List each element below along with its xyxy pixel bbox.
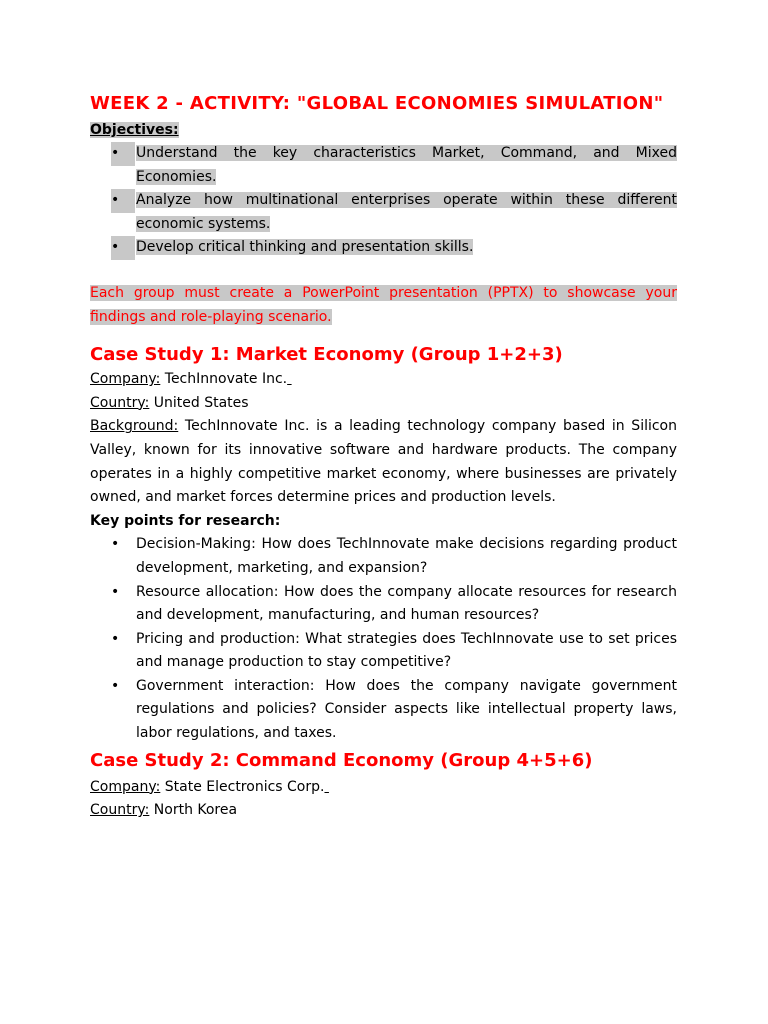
key-points-heading: Key points for research:	[90, 512, 281, 529]
bullet-icon: •	[111, 236, 135, 260]
case-study-1-title: Case Study 1: Market Economy (Group 1+2+3)	[90, 344, 563, 366]
company-label: Company:	[90, 778, 161, 795]
country-label: Country:	[90, 394, 150, 411]
objectives-heading-label: Objectives:	[90, 122, 179, 138]
bullet-icon: •	[111, 583, 120, 600]
bullet-icon: •	[111, 189, 135, 213]
trailing-underline	[287, 371, 291, 387]
objectives-list	[90, 142, 677, 260]
bullet-icon: •	[111, 536, 120, 553]
objective-text: Develop critical thinking and presentation skills.	[136, 239, 474, 256]
objectives-heading	[90, 118, 677, 142]
presentation-notice-text: Each group must create a PowerPoint presentation (PPTX) to showcase your findings and role-playing scenario.	[90, 284, 677, 325]
key-point-text: Resource allocation: How does the company allocate resources for research and development, manufacturing, and human resources?	[136, 583, 677, 624]
bullet-icon: •	[111, 142, 135, 166]
company-line	[90, 776, 677, 800]
presentation-notice	[90, 282, 677, 329]
company-value: TechInnovate Inc.	[164, 371, 288, 388]
list-item	[90, 142, 677, 189]
key-point-text: Decision-Making: How does TechInnovate make decisions regarding product development, marketing, and expansion?	[136, 536, 677, 576]
list-item	[90, 533, 677, 580]
bullet-icon: •	[111, 630, 120, 647]
country-value: North Korea	[153, 802, 238, 819]
background-label: Background:	[90, 418, 179, 435]
country-line	[90, 392, 677, 416]
case-study-2-title: Case Study 2: Command Economy (Group 4+5+6)	[90, 749, 593, 771]
company-value: State Electronics Corp.	[164, 778, 325, 795]
key-point-text: Pricing and production: What strategies does TechInnovate use to set prices and manage production to stay competitive?	[136, 630, 677, 671]
trailing-underline	[324, 779, 328, 795]
list-item	[90, 581, 677, 628]
country-line	[90, 799, 677, 823]
bullet-icon: •	[111, 677, 120, 694]
country-value: United States	[153, 394, 249, 411]
list-item	[90, 675, 677, 746]
objective-text: Understand the key characteristics Market, Command, and Mixed Economies.	[136, 145, 677, 185]
key-point-text: Government interaction: How does the company navigate government regulations and policies? Consider aspects like intellectual property laws, labor regulations, and taxes.	[136, 677, 677, 742]
list-item	[90, 628, 677, 675]
company-line	[90, 368, 677, 392]
background-paragraph	[90, 415, 677, 509]
company-label: Company:	[90, 371, 161, 388]
country-label: Country:	[90, 802, 150, 819]
document-page	[90, 89, 677, 823]
list-item	[90, 236, 677, 260]
background-text: TechInnovate Inc. is a leading technology company based in Silicon Valley, known for its innovative software and hardware products. The company operates in a highly competitive market economy, where businesses are privately owned, and market forces determine prices and production levels.	[90, 418, 678, 506]
objective-text: Analyze how multinational enterprises operate within these different economic systems.	[136, 192, 677, 232]
list-item	[90, 189, 677, 236]
document-title: WEEK 2 - ACTIVITY: "GLOBAL ECONOMIES SIMULATION"	[90, 93, 664, 114]
key-points-list	[90, 533, 677, 745]
